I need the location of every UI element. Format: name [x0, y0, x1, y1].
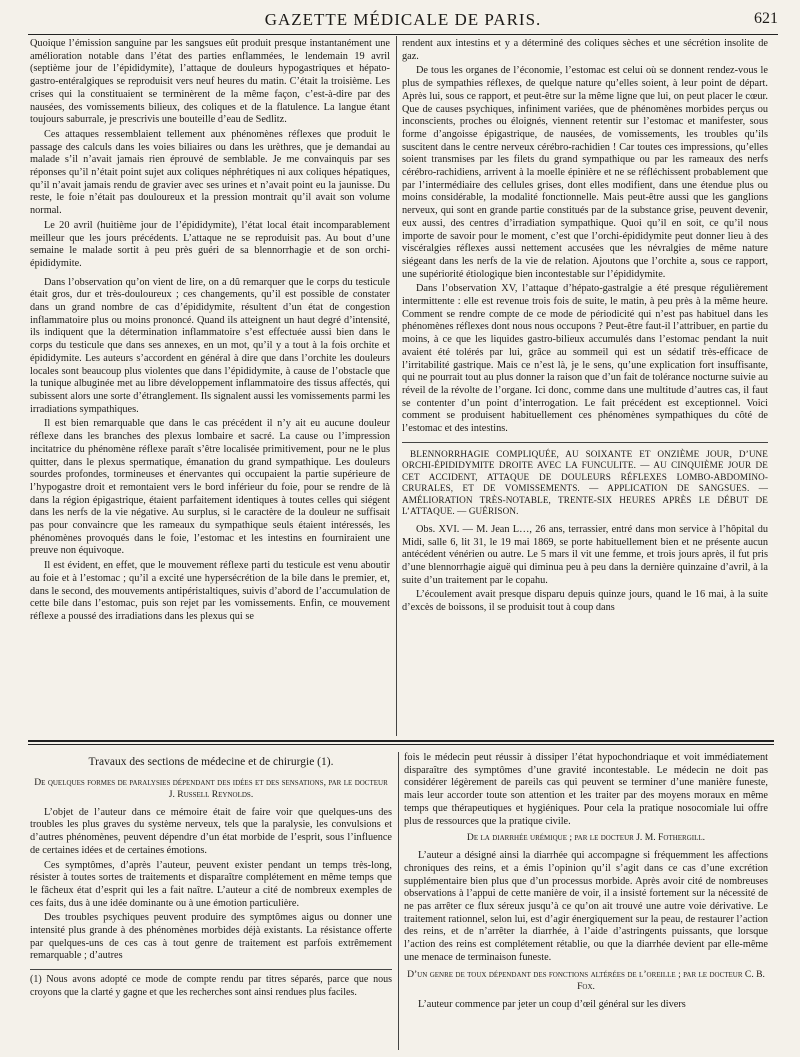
paragraph: L’écoulement avait presque disparu depuis quinze jours, quand le 16 mai, à la suite d’excès de boissons, il se produisit tout à coup dans: [402, 589, 768, 614]
paragraph: Le 20 avril (huitième jour de l’épididymite), l’état local était incomparablement meilleur que les jours précédents. L’attaque ne se reproduisit pas. Au bout d’une semaine le malade sortit à peu près guéri de sa blennorrhagie et de son orchi-épididymite.: [30, 219, 390, 269]
journal-title: GAZETTE MÉDICALE DE PARIS.: [264, 10, 542, 29]
column-1: [30, 38, 390, 738]
paragraph: Dans l’observation XV, l’attaque d’hépato-gastralgie a été presque régulièrement intermittente : elle est revenue trois fois de suite, le matin, à peu près à la même heure. Comment se rendre compte de ce mode de périodicité qui n’est pas habituel dans les phénomènes réflexes dont nous nous occupons ? Peut-être faut-il l’attribuer, en partie du moins, à ce que les liquides gastro-bilieux accumulés dans l’estomac pendant la nuit avaient été tolérés par lui, grâce au sommeil qui est un sédatif très-efficace de l’irritabilité gastrique. Mais ce n’est là, je le sens, qu’une explication fort insuffisante, qui ne pourrait tout au plus donner la raison que d’un fait de tolérance nocturne suivie au réveil de la révolte de l’organe. Ici donc, comme dans une multitude d’autres cas, il faut se contenter d’un point d’interrogation. Le fait précédent est exceptionnel. Voici comment se produisent habituellement ces phénomènes sympathiques du côté de l’estomac et des intestins.: [402, 283, 768, 435]
paragraph: L’objet de l’auteur dans ce mémoire était de faire voir que quelques-uns des troubles les plus graves du système nerveux, tels que la paralysie, les convulsions et d’autres phénomènes, peuvent dépendre d’un état morbide de l’esprit, sous l’influence de certaines idées et de certaines émotions.: [30, 806, 392, 856]
observation-paragraph: Obs. XVI. — M. Jean L…, 26 ans, terrassier, entré dans mon service à l’hôpital du Midi, salle 6, lit 31, le 19 mai 1869, se porte habituellement bien et ne présente aucun antécédent vénérien ou autre. Le 5 mars il vit une femme, et trois jours après, il fut pris d’une blennorrhagie aiguë qui diminua peu à peu dans la dernière quinzaine d’avril, à la suite d’un traitement par le copahu.: [402, 523, 768, 586]
paragraph: Il est évident, en effet, que le mouvement réflexe parti du testicule est venu aboutir au foie et à l’estomac ; qu’il a excité une hypersécrétion de la bile dans le premier, et, dans le second, des mouvements antipéristaltiques, suivis d’abord de l’accumulation de cette bile dans l’estomac, puis son rejet par les vomissements. Enfin, ce mouvement réflexe a poussé des irradiations dans les plexus qui se: [30, 560, 390, 622]
paragraph: L’auteur commence par jeter un coup d’œil général sur les divers: [418, 998, 686, 1010]
page-number: 621: [754, 10, 778, 27]
paragraph: De tous les organes de l’économie, l’estomac est celui où se donnent rendez-vous le plus de sympathies réflexes, de quelque nature qu’elles soient, à leur point de départ. Après lui, sous ce rapport, et peut-être sur la même ligne que lui, on peut placer le cœur. Que de causes psychiques, infiniment variées, que de phénomènes morbides perçus ou inconscients, proches ou éloignés, viennent retentir sur l’estomac et manifester, sous forme d’angoisse épigastrique, de nausées, de vomissements, les troubles qu’ils suscitent dans le centre nerveux cérébro-rachidien ! Car toutes ces impressions, qu’elles soient transmises par les filets du grand sympathique ou par les rameaux des nerfs cérébro-rachidiens, arrivent à la moelle épinière et ne se réfléchissent probablement que par l’intermédiaire des cellules grises, dont elles modifient, dans une étendue plus ou moins considérable, la modalité fonctionnelle. Mais peut-être aussi que les ganglions nerveux, qui sont en grande partie constitués par de la substance grise, peuvent devenir, eux aussi, des centres d’irradiation sympathique. Quoi qu’il en soit, ce qu’il nous importe de savoir pour le moment, c’est que l’orchi-épididymite peut donner lieu à des viscéralgies réflexes aussi nettement accusées que les névralgies de même nature siégeant dans les nerfs de la vie de relation. Ajoutons que l’orchite a, sous ce rapport, une supériorité étiologique bien incontestable sur l’épididymite.: [402, 65, 768, 280]
paragraph: fois le médecin peut réussir à dissiper l’état hypochondriaque et voit immédiatement disparaître des symptômes d’une gravité incontestable. Le médecin ne doit pas considérer légèrement de pareils cas qui peuvent se terminer d’une manière funeste, mais leur accorder toute son attention et les traiter par des moyens moraux en même temps que thérapeutiques et hygiéniques. Pour cela la pratique nosocomiale lui offre plus de ressources que la pratique civile.: [404, 752, 768, 827]
paragraph: L’auteur a désigné ainsi la diarrhée qui accompagne si fréquemment les affections chroniques des reins, et a émis l’opinion qu’il s’agit dans ce cas d’une excrétion supplémentaire bien plus que d’un processus morbide. Après avoir cité de nombreuses observations à l’appui de cette manière de voir, il a insisté fortement sur la nécessité de ne pas arrêter ce flux séreux jusqu’à ce qu’on ait trouvé une autre voie dérivative. Le traitement rationnel, selon lui, est d’agir énergiquement sur la peau, de restaurer l’action des reins, et de n’arrêter la diarrhée, à l’aide d’astringents puissants, que lorsque l’action des reins est complétement rétablie, ou que la diarrhée devient par elle-même une menace de terminaison funeste.: [404, 850, 768, 963]
article-heading: D’un genre de toux dépendant des fonctions altérées de l’oreille ; par le docteur C. B. Fox.: [407, 968, 765, 992]
section-rule-thin: [28, 744, 774, 745]
column-3: [30, 752, 392, 1050]
article-heading: De quelques formes de paralysies dépendant des idées et des sensations, par le docteur J. Russell Reynolds.: [34, 776, 388, 800]
paragraph: Il est bien remarquable que dans le cas précédent il n’y ait eu aucune douleur réflexe dans les branches des plexus lombaire et sacré. La cause ou l’impression incitatrice du phénomène réflexe paraît s’être localisée primitivement, pour ne le plus quitter, dans le plexus spermatique, émanation du grand sympathique. Les douleurs sourdes profondes, tormineuses et énervantes qui occupaient la partie supérieure de l’hypogastre droit et remontaient vers le bord inférieur du foie, pour se rendre de là dans la région épigastrique, étaient parfaitement identiques à toutes celles qui siégent dans les nerfs de la vie négative. Au surplus, si le caractère de la douleur ne suffisait pas pour convaincre que les rameaux du sympathique seuls étaient intéressés, les phénomènes provoqués dans le foie, l’estomac et les intestins en fourniraient une preuve non équivoque.: [30, 418, 390, 557]
column-divider-top: [396, 36, 397, 736]
section-title: Travaux des sections de médecine et de chirurgie (1).: [88, 756, 334, 768]
column-4: [404, 752, 768, 1050]
paragraph: Dans l’observation qu’on vient de lire, on a dû remarquer que le corps du testicule était gros, dur et très-douloureux ; ces changements, qu’il est possible de constater dans un grand nombre de cas d’épididymite, résultent d’un état de congestion inflammatoire plus ou moins prononcé. Quand ils atteignent un haut degré d’intensité, ils indiquent que la détermination inflammatoire s’est effectuée aussi bien dans le corps du testicule que dans ses annexes, en un mot, qu’il y a tout à la fois orchite et épididymite. Les auteurs s’accordent en général à dire que dans l’orchite les douleurs locales sont beaucoup plus violentes que dans l’épididymite, à cause de l’obstacle que la tunique albuginée met au libre développement inflammatoire des tissus affectés, qui subissent alors une sorte d’étranglement. Ils signalent aussi les vomissements parmi les irradiations sympathiques.: [30, 276, 390, 415]
article-heading: De la diarrhée urémique ; par le docteur J. M. Fothergill.: [466, 832, 706, 844]
column-divider-bottom: [398, 752, 399, 1050]
column-2: [402, 38, 768, 738]
observation-summary: BLENNORRHAGIE COMPLIQUÉE, AU SOIXANTE ET ONZIÈME JOUR, D’UNE ORCHI-ÉPIDIDYMITE DROITE AVEC LA FUNCULITE. — AU CINQUIÈME JOUR DE CET ACCIDENT, ATTAQUE DE DOULEURS RÉFLEXES LOMBO-ABDOMINO-CRURALES, ET DE VOMISSEMENTS. — APPLICATION DE SANGSUES. — AMÉLIORATION TRÈS-NOTABLE, TRENTE-SIX HEURES APRÈS LE DÉBUT DE L’ATTAQUE. — GUÉRISON.: [402, 442, 768, 518]
paragraph: Ces symptômes, d’après l’auteur, peuvent exister pendant un temps très-long, résister à toutes sortes de traitements et disparaître complétement en même temps que le fâcheux état d’esprit qui les a fait naître. L’auteur a cité de nombreux exemples de ces faits, dus à une idée dominante ou à une émotion particulière.: [30, 859, 392, 909]
paragraph: Des troubles psychiques peuvent produire des symptômes aigus ou donner une intensité plus grande à des phénomènes morbides déjà existants. La résistance offerte par quelques-uns de ces cas à tout genre de traitement est parfois extrêmement remarquable ; d’autres: [30, 912, 392, 962]
page-header: [28, 6, 778, 35]
footnote: (1) Nous avons adopté ce mode de compte rendu par titres séparés, parce que nous croyons que la clarté y gagne et que les recherches sont ainsi rendues plus faciles.: [30, 969, 392, 999]
paragraph: Quoique l’émission sanguine par les sangsues eût produit presque instantanément une amélioration notable dans l’état des parties enflammées, le lendemain 19 avril (septième jour de l’épididymite), l’attaque de douleurs hypogastriques et hépato-gastro-entéralgiques se reproduisit vers neuf heures du matin. C’était la troisième. Les crises qui la constituaient se terminèrent de la même façon, c’est-à-dire par des nausées, des vomissements bilieux, des coliques et de la flatulence. La langue étant toujours saburrale, je prescrivis une bouteille d’eau de Sedlitz.: [30, 38, 390, 126]
paragraph: Ces attaques ressemblaient tellement aux phénomènes réflexes que produit le passage des calculs dans les voies biliaires ou dans les urèthres, que je demandai au malade s’il n’avait jamais rien éprouvé de semblable. Je me convainquis par ses réponses qu’il n’était point sujet aux coliques néphrétiques ni aux coliques hépatiques, qu’il n’avait jamais rendu de gravier avec ses urines et n’avait point eu la jaunisse. Du reste, le foie n’était pas douloureux et la pression montrait qu’il avait son volume normal.: [30, 128, 390, 217]
paragraph: rendent aux intestins et y a déterminé des coliques sèches et une sécrétion insolite de gaz.: [402, 38, 768, 62]
section-rule: [28, 740, 774, 742]
